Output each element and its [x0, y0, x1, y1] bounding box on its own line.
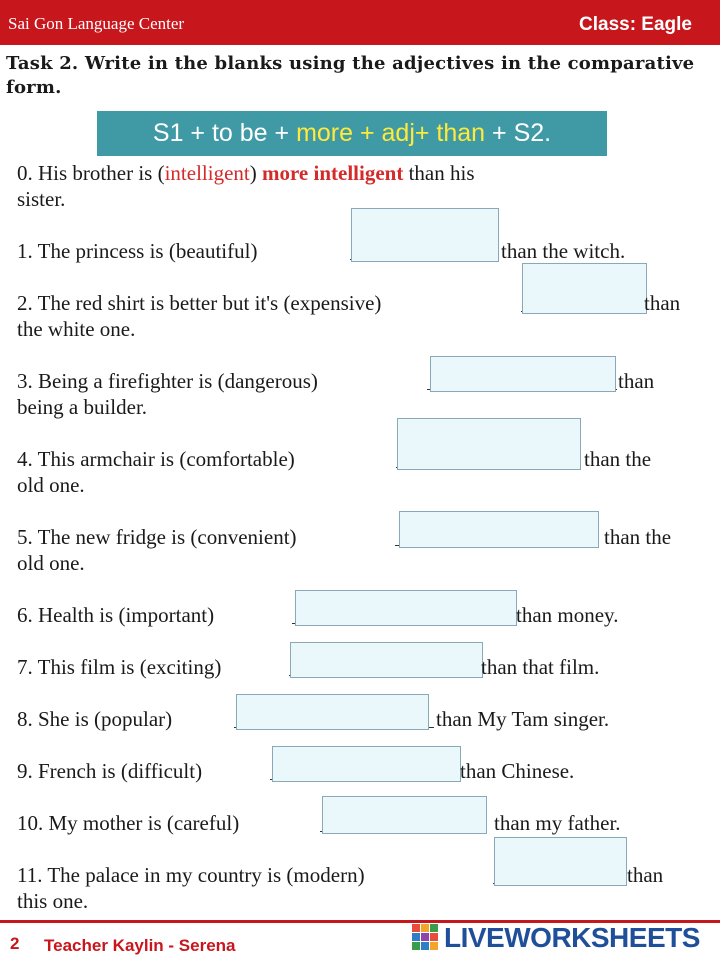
exercise-6-post: than money.: [516, 603, 619, 627]
liveworksheets-brand: LIVEWORKSHEETS: [444, 922, 700, 953]
example-adjective: intelligent: [164, 161, 250, 185]
example-suffix: than his: [403, 161, 475, 185]
exercise-4-line2: old one.: [17, 473, 85, 497]
answer-input-6[interactable]: [295, 590, 517, 626]
answer-input-11[interactable]: [494, 837, 627, 886]
answer-input-3[interactable]: [430, 356, 616, 392]
exercise-2-post: than: [644, 291, 681, 315]
exercise-10-post: than my father.: [494, 811, 621, 835]
formula-part1: S1 + to be +: [152, 119, 297, 147]
liveworksheets-logo: [412, 922, 712, 954]
formula-part2: + S2.: [485, 119, 552, 147]
exercise-5-text: 5. The new fridge is (convenient): [17, 525, 297, 549]
exercise-8-text: 8. She is (popular): [17, 707, 173, 731]
example-prefix: 0. His brother is (: [17, 161, 165, 185]
exercise-3-text: 3. Being a firefighter is (dangerous): [17, 369, 318, 393]
answer-input-9[interactable]: [272, 746, 461, 782]
exercise-7-text: 7. This film is (exciting): [17, 655, 222, 679]
exercise-2-line2: the white one.: [17, 317, 136, 341]
exercise-3-post: than: [618, 369, 655, 393]
formula-highlight: more + adj+ than: [296, 119, 486, 147]
example-line: [17, 160, 475, 186]
exercise-8-post: than My Tam singer.: [436, 707, 610, 731]
answer-input-4[interactable]: [397, 418, 581, 470]
exercise-4-post: than the: [584, 447, 652, 471]
answer-input-1[interactable]: [351, 208, 499, 262]
answer-input-2[interactable]: [522, 263, 647, 314]
exercise-1-text: 1. The princess is (beautiful): [17, 239, 258, 263]
answer-input-7[interactable]: [290, 642, 483, 678]
exercise-6-text: 6. Health is (important): [17, 603, 215, 627]
exercise-10-text: 10. My mother is (careful): [17, 811, 240, 835]
answer-input-10[interactable]: [322, 796, 487, 834]
exercise-11-line2: this one.: [17, 889, 89, 913]
page-number: 2: [10, 934, 20, 953]
center-name: Sai Gon Language Center: [8, 14, 185, 33]
exercise-11-text: 11. The palace in my country is (modern): [17, 863, 365, 887]
task-title: Task 2. Write in the blanks using the adjectives in the comparative form.: [6, 53, 695, 98]
exercise-5-line2: old one.: [17, 551, 85, 575]
exercise-2-text: 2. The red shirt is better but it's (expensive): [17, 291, 382, 315]
exercise-7-post: than that film.: [481, 655, 600, 679]
exercise-4-text: 4. This armchair is (comfortable): [17, 447, 295, 471]
class-label: Class: Eagle: [579, 14, 692, 35]
example-close: ): [249, 161, 262, 185]
exercise-1-post: than the witch.: [501, 239, 626, 263]
header-bar: [0, 0, 720, 45]
formula-box: [97, 111, 607, 156]
answer-input-8[interactable]: [236, 694, 429, 730]
exercise-9-text: 9. French is (difficult): [17, 759, 203, 783]
answer-input-5[interactable]: [399, 511, 599, 548]
teacher-name: Teacher Kaylin - Serena: [44, 936, 236, 955]
exercise-3-line2: being a builder.: [17, 395, 148, 419]
example-answer: more intelligent: [261, 161, 404, 185]
exercise-9-post: than Chinese.: [460, 759, 575, 783]
example-line2: sister.: [17, 187, 66, 211]
exercise-5-post: than the: [604, 525, 672, 549]
liveworksheets-mark-icon: [412, 924, 438, 954]
exercise-11-post: than: [627, 863, 664, 887]
